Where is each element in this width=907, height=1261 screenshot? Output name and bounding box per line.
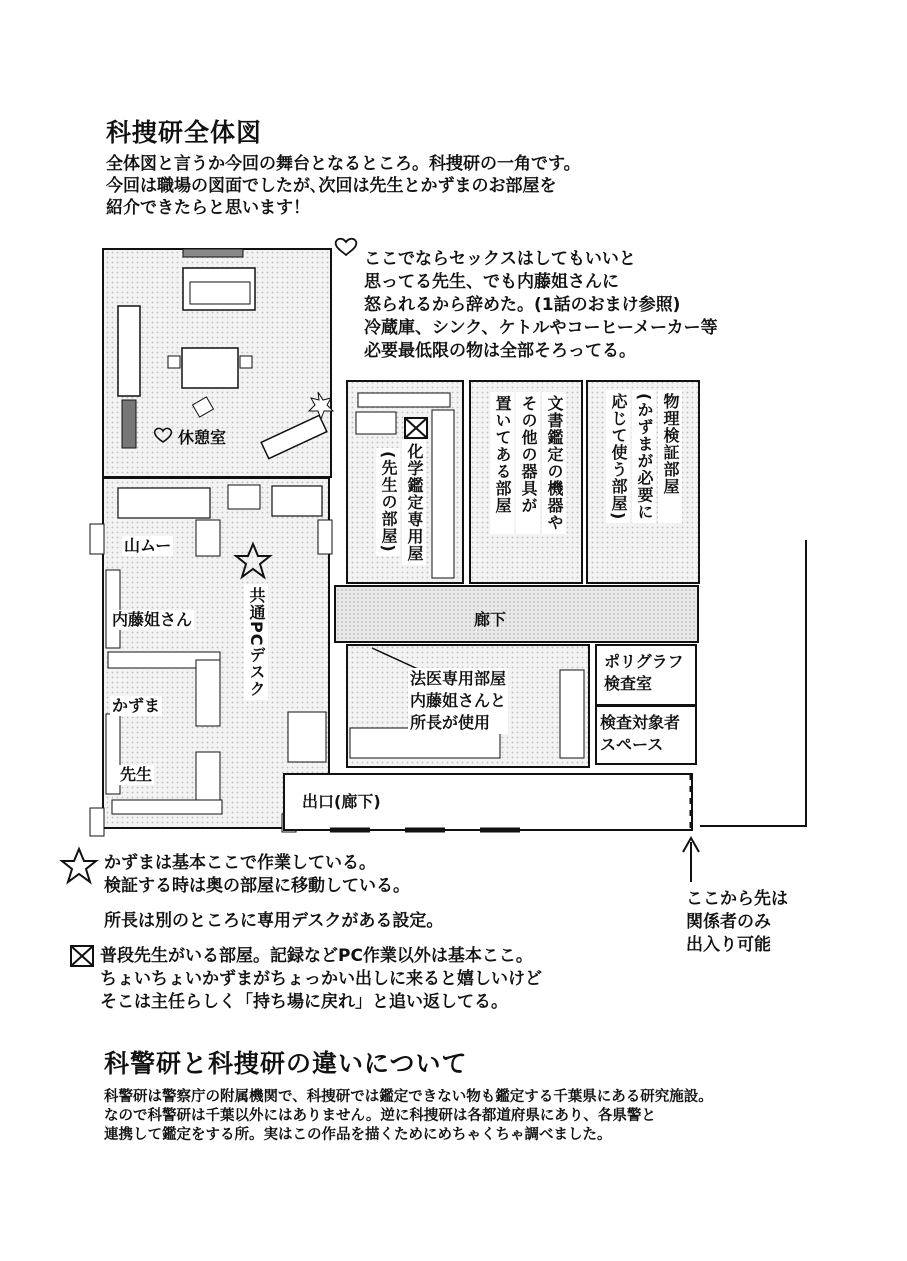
outer-wall: [700, 540, 806, 826]
break-room-note: ここでならセックスはしてもいいと 思ってる先生、でも内藤姐さんに 怒られるから辞めた。(1話のおまけ参照) 冷蔵庫、シンク、ケトルやコーヒーメーカー等 必要最低限の物は全部そろってる。: [364, 249, 718, 361]
polygraph-label: ポリグラフ 検査室: [604, 652, 684, 693]
break-room-label: 休憩室: [178, 428, 227, 447]
restricted-area-note: ここから先は 関係者のみ 出入り可能: [686, 889, 788, 955]
box-legend-text: 普段先生がいる部屋。記録などPC作業以外は基本ここ。 ちょいちょいかずまがちょっかい出しに来ると嬉しいけど そこは主任らしく「持ち場に戻れ」と追い返してる。: [100, 946, 542, 1012]
page-title: 科捜研全体図: [106, 118, 263, 147]
desk-label-sensei: 先生: [120, 765, 153, 784]
forensic-room-label: 法医専用部屋 内藤姐さんと 所長が使用: [410, 669, 507, 732]
heart-icon: [336, 239, 357, 255]
section-title: 科警研と科捜研の違いについて: [104, 1049, 468, 1078]
corridor-label: 廊下: [474, 610, 507, 629]
chem-room-sub-label: (先生の部屋): [376, 448, 400, 556]
section-body: 科警研は警察庁の附属機関で、科捜研では鑑定できない物も鑑定する千葉県にある研究施設。 なので科警研は千葉以外にはありません。逆に科捜研は各都道府県にあり、各県警と 連携して鑑定をする所。実はこの作品を描くためにめちゃくちゃ調べました。: [104, 1089, 713, 1143]
desk-label-kazuma: かずま: [112, 696, 161, 715]
box-x-icon: [405, 418, 427, 438]
chem-room-label: 化学鑑定専用屋: [402, 440, 426, 565]
box-x-icon: [71, 946, 93, 966]
desk-label-yama: 山ムー: [124, 536, 172, 555]
tv-unit: [183, 249, 243, 257]
phys-room-label: 物理検証部屋 (かずまが必要に 応じて使う部屋): [606, 390, 682, 523]
desk-label-naito: 内藤姐さん: [112, 610, 193, 629]
doc-room-label: 文書鑑定の機器や その他の器具が 置いてある部屋: [490, 392, 566, 534]
chief-desk-note: 所長は別のところに専用デスクがある設定。: [104, 911, 444, 931]
dining-table: [182, 348, 238, 388]
corridor-area: [335, 586, 698, 642]
kitchen-counter: [118, 306, 140, 396]
exit-label: 出口(廊下): [302, 792, 381, 811]
intro-text: 全体図と言うか今回の舞台となるところ。科捜研の一角です。 今回は職場の図面でしたが､次回は先生とかずまのお部屋を 紹介できたらと思います！: [106, 154, 581, 218]
star-legend-text: かずまは基本ここで作業している。 検証する時は奥の部屋に移動している。: [104, 853, 410, 896]
common-pc-desk-label: 共通PCデスク: [244, 584, 268, 700]
star-icon: [62, 849, 96, 882]
shelf: [122, 400, 136, 448]
subject-space-label: 検査対象者 スペース: [600, 713, 681, 754]
